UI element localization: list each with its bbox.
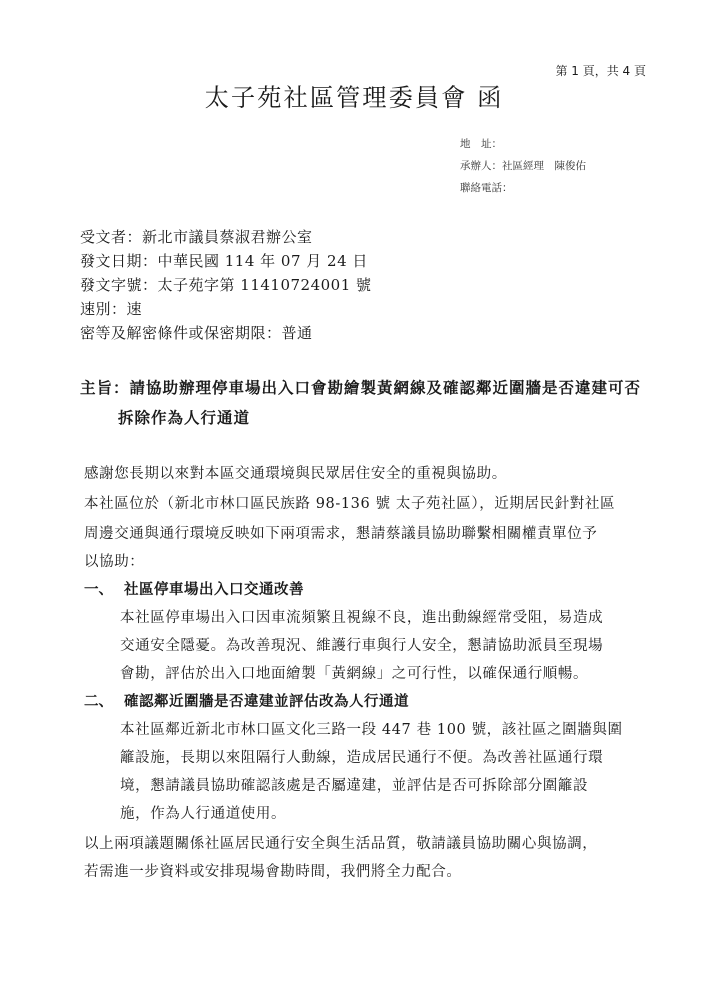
speed-class: 速別：速 xyxy=(80,300,143,318)
recipient: 受文者：新北市議員蔡淑君辦公室 xyxy=(80,228,313,246)
document-number: 發文字號：太子苑字第 11410724001 號 xyxy=(80,276,372,294)
page-number: 第 1 頁，共 4 頁 xyxy=(555,64,646,78)
item-1-line-1: 本社區停車場出入口因車流頻繁且視線不良，進出動線經常受阻，易造成 xyxy=(120,610,604,626)
handler-label: 承辦人：社區經理 陳俊佑 xyxy=(460,160,586,172)
item-2-line-2: 籬設施，長期以來阻隔行人動線，造成居民通行不便。為改善社區通行環 xyxy=(120,750,604,766)
item-2-line-3: 境，懇請議員協助確認該處是否屬違建，並評估是否可拆除部分圍籬設 xyxy=(120,778,589,794)
closing-line-2: 若需進一步資料或安排現場會勘時間，我們將全力配合。 xyxy=(84,864,462,880)
item-1-line-3: 會勘，評估於出入口地面繪製「黃網線」之可行性，以確保通行順暢。 xyxy=(120,666,589,682)
subject-line-2: 拆除作為人行通道 xyxy=(118,409,251,427)
item-2-title: 確認鄰近圍牆是否違建並評估改為人行通道 xyxy=(124,694,409,710)
subject-line-1: 主旨：請協助辦理停車場出入口會勘繪製黃網線及確認鄰近圍牆是否違建可否 xyxy=(80,379,642,397)
item-2-line-4: 施，作為人行通道使用。 xyxy=(120,806,287,822)
intro-line-1: 感謝您長期以來對本區交通環境與民眾居住安全的重視與協助。 xyxy=(84,466,507,482)
phone-label: 聯絡電話： xyxy=(460,182,513,194)
issue-date: 發文日期：中華民國 114 年 07 月 24 日 xyxy=(80,252,368,270)
intro-line-3: 周邊交通與通行環境反映如下兩項需求，懇請蔡議員協助聯繫相關權責單位予 xyxy=(84,526,598,542)
document-title: 太子苑社區管理委員會 函 xyxy=(204,83,504,112)
item-1-line-2: 交通安全隱憂。為改善現況、維護行車與行人安全，懇請協助派員至現場 xyxy=(120,638,604,654)
closing-line-1: 以上兩項議題關係社區居民通行安全與生活品質，敬請議員協助關心與協調， xyxy=(84,836,598,852)
item-1-title: 社區停車場出入口交通改善 xyxy=(124,582,304,598)
intro-line-2: 本社區位於（新北市林口區民族路 98-136 號 太子苑社區），近期居民針對社區 xyxy=(84,496,616,512)
intro-line-4: 以協助： xyxy=(84,554,145,570)
item-2-line-1: 本社區鄰近新北市林口區文化三路一段 447 巷 100 號，該社區之圍牆與圍 xyxy=(120,722,623,738)
item-2-number: 二、 xyxy=(84,694,113,710)
item-1-number: 一、 xyxy=(84,582,113,598)
address-label: 地 址： xyxy=(460,138,502,150)
classification: 密等及解密條件或保密期限：普通 xyxy=(80,324,313,342)
